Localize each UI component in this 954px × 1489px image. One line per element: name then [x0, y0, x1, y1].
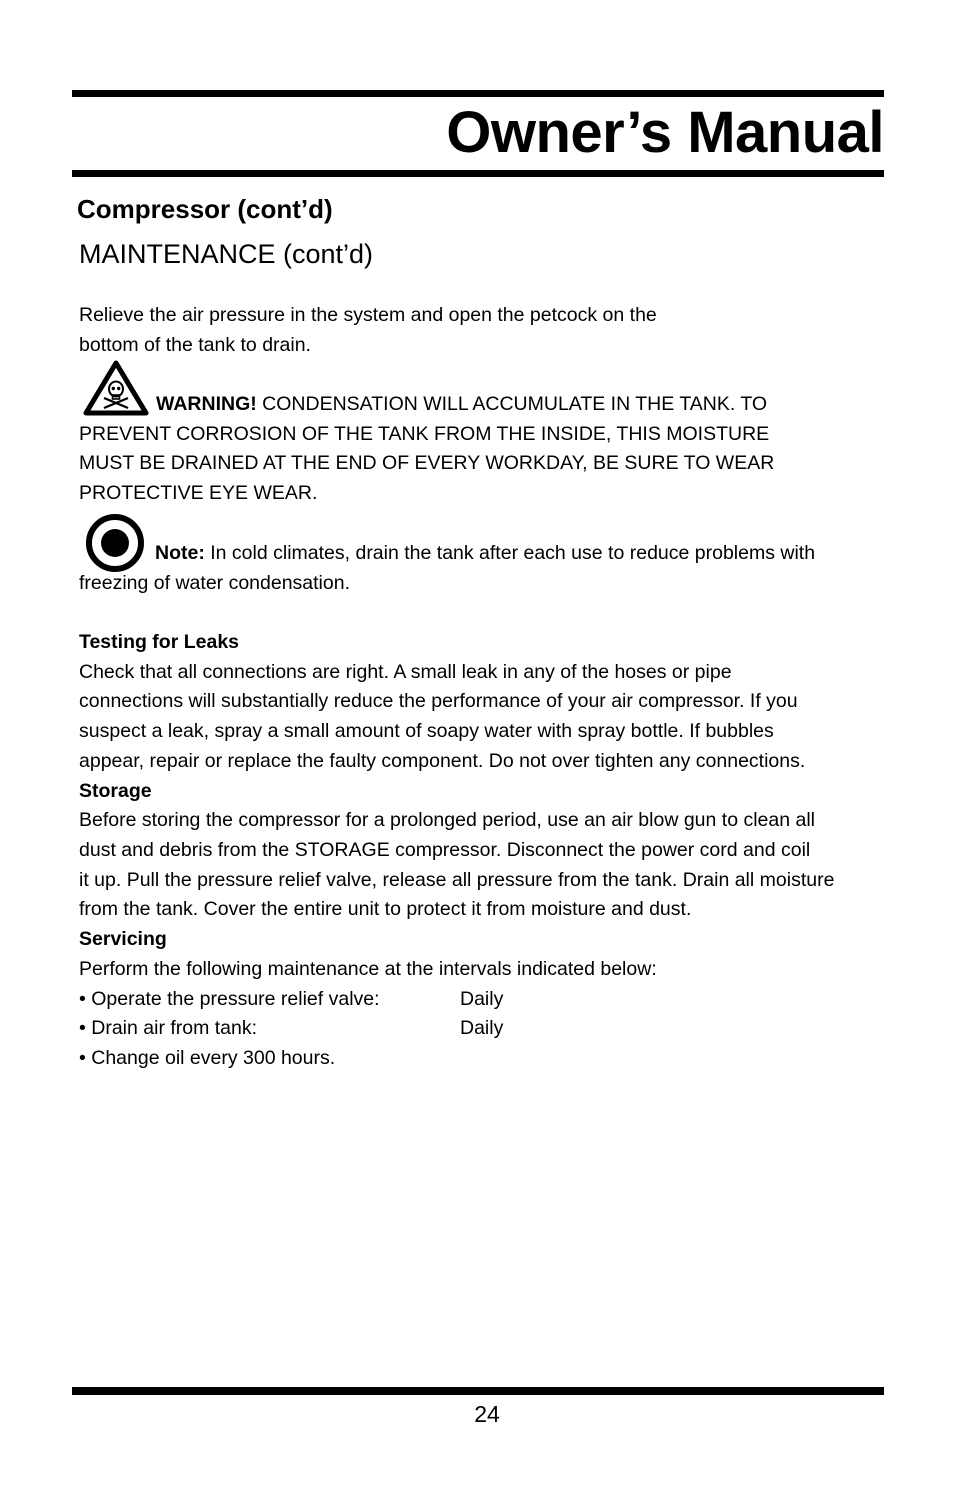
warning-line: [79, 390, 774, 420]
leaks-line: connections will substantially reduce the performance of your air compressor. If you: [79, 690, 798, 713]
note-paragraph: [79, 539, 815, 598]
warning-text: CONDENSATION WILL ACCUMULATE IN THE TANK. TO: [256, 393, 768, 415]
schedule-item: [79, 985, 503, 1015]
leaks-heading: Testing for Leaks: [79, 631, 240, 653]
note-line: [79, 539, 815, 569]
leaks-line: suspect a leak, spray a small amount of soapy water with spray bottle. If bubbles: [79, 720, 774, 743]
warning-line: PREVENT CORROSION OF THE TANK FROM THE INSIDE, THIS MOISTURE: [79, 422, 770, 445]
servicing-heading: Servicing: [79, 928, 167, 950]
leaks-line: appear, repair or replace the faulty component. Do not over tighten any connections.: [79, 749, 806, 772]
storage-line: from the tank. Cover the entire unit to protect it from moisture and dust.: [79, 898, 692, 921]
warning-label: WARNING!: [156, 393, 257, 415]
intro-line: Relieve the air pressure in the system and open the petcock on the: [79, 304, 657, 326]
schedule-item-label: • Drain air from tank:: [79, 1017, 258, 1040]
note-label: Note:: [155, 542, 205, 564]
storage-line: it up. Pull the pressure relief valve, release all pressure from the tank. Drain all moisture: [79, 868, 835, 891]
warning-paragraph: [79, 390, 774, 509]
leaks-section: [79, 628, 805, 777]
schedule-item-interval: Daily: [460, 987, 504, 1010]
storage-section: [79, 777, 834, 926]
footer-rule: [72, 1387, 884, 1395]
leaks-line: Check that all connections are right. A small leak in any of the hoses or pipe: [79, 660, 732, 683]
schedule-item: [79, 1044, 335, 1074]
manual-title: Owner’s Manual: [446, 100, 884, 165]
schedule-item-label: • Change oil every 300 hours.: [79, 1046, 336, 1069]
intro-paragraph: [79, 301, 657, 360]
servicing-section: [79, 925, 657, 984]
storage-line: Before storing the compressor for a prolonged period, use an air blow gun to clean all: [79, 809, 816, 832]
page-number: 24: [474, 1401, 500, 1427]
storage-heading: Storage: [79, 779, 152, 802]
warning-line: MUST BE DRAINED AT THE END OF EVERY WORKDAY, BE SURE TO WEAR: [79, 452, 775, 475]
storage-line: dust and debris from the STORAGE compressor. Disconnect the power cord and coil: [79, 838, 811, 861]
schedule-item: [79, 1014, 503, 1044]
subsection-title: MAINTENANCE (cont’d): [79, 239, 374, 269]
warning-line: PROTECTIVE EYE WEAR.: [79, 482, 318, 505]
note-text: In cold climates, drain the tank after each use to reduce problems with: [204, 542, 816, 564]
section-title: Compressor (cont’d): [77, 194, 333, 224]
schedule-item-interval: Daily: [460, 1017, 504, 1040]
header-bottom-rule: [72, 170, 884, 177]
schedule-item-label: • Operate the pressure relief valve:: [79, 987, 380, 1010]
intro-line: bottom of the tank to drain.: [79, 333, 311, 356]
note-line: freezing of water condensation.: [79, 571, 351, 594]
servicing-intro: Perform the following maintenance at the intervals indicated below:: [79, 957, 657, 980]
header-top-rule: [72, 90, 884, 97]
